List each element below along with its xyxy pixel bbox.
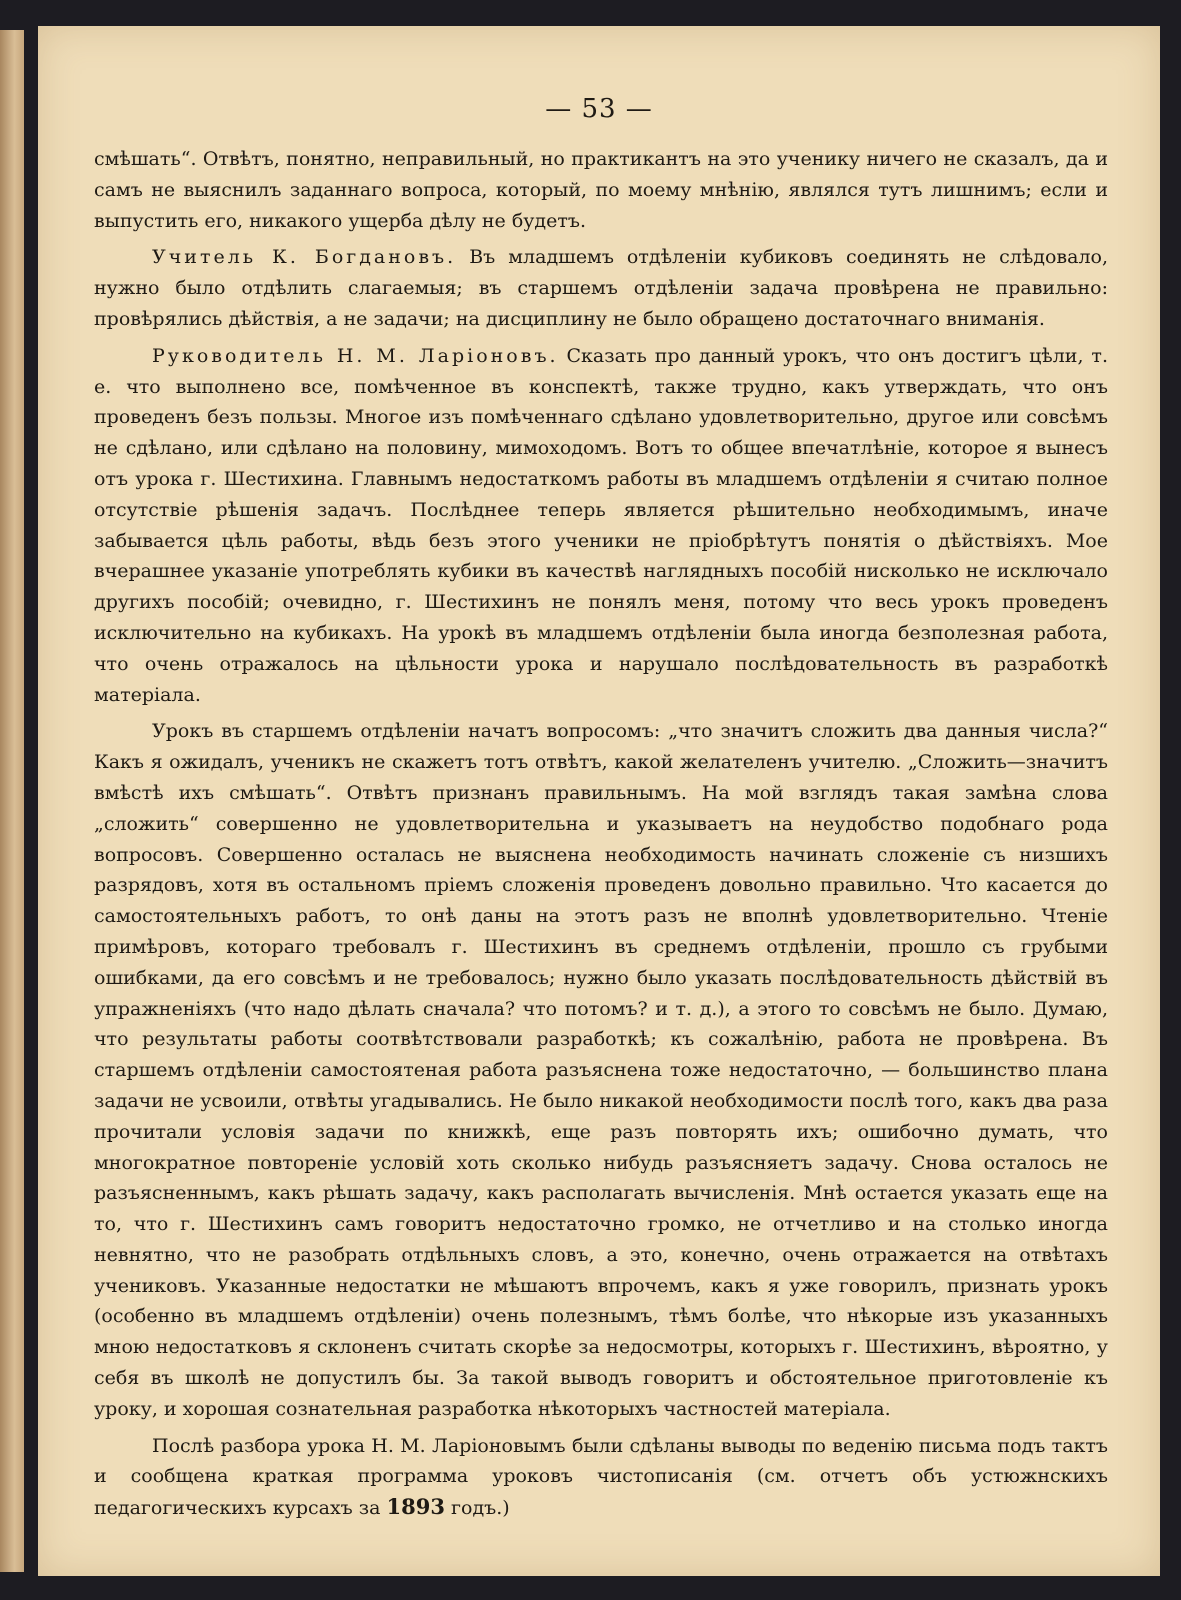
paragraph-3 xyxy=(94,341,1108,711)
paragraph-tail: годъ.) xyxy=(451,1497,510,1520)
adjacent-page-edge xyxy=(0,30,24,1572)
paragraph-2 xyxy=(94,242,1108,334)
page-number: — 53 — xyxy=(545,94,653,124)
paragraph-4 xyxy=(94,716,1108,1424)
paragraph-text: Урокъ въ старшемъ отдѣленіи начатъ вопросомъ: „что значитъ сложить два данныя числа?“ Какъ я ожидалъ, ученикъ не скажетъ тотъ отвѣтъ, какой желателенъ учителю. „Сложить—значитъ вмѣстѣ ихъ смѣшать“. Отвѣтъ признанъ правильнымъ. На мой взглядъ такая замѣна слова „сложить“ совершенно не удовлетворительна и указываетъ на неудобство подобнаго рода вопросовъ. Совершенно осталась не выяснена необходимость начинать сложеніе съ низшихъ разрядовъ, хотя въ остальномъ пріемъ сложенія проведенъ довольно правильно. Что касается до самостоятельныхъ работъ, то онѣ даны на этотъ разъ не вполнѣ удовлетворительно. Чтеніе примѣровъ, котораго требовалъ г. Шестихинъ въ среднемъ отдѣленіи, прошло съ грубыми ошибками, да его совсѣмъ и не требовалось; нужно было указать послѣдовательность дѣйствій въ упражненіяхъ (что надо дѣлать сначала? что потомъ? и т. д.), а этого то совсѣмъ не было. Думаю, что результаты работы соотвѣтствовали разработкѣ; къ сожалѣнію, работа не провѣрена. Въ старшемъ отдѣленіи самостоятеная работа разъяснена тоже недостаточно, — большинство плана задачи не усвоили, отвѣты угадывались. Не было никакой необходимости послѣ того, какъ два раза прочитали условія задачи по книжкѣ, еще разъ повторять ихъ; ошибочно думать, что многократное повтореніе условій хоть сколько нибудь разъясняетъ задачу. Снова осталось не разъясненнымъ, какъ рѣшать задачу, какъ располагать вычисленія. Мнѣ остается указать еще на то, что г. Шестихинъ самъ говоритъ недостаточно громко, не отчетливо и на столько иногда невнятно, что не разобрать отдѣльныхъ словъ, а это, конечно, очень отражается на отвѣтахъ учениковъ. Указанные недостатки не мѣшаютъ впрочемъ, какъ я уже говорилъ, признать урокъ (особенно въ младшемъ отдѣленіи) очень полезнымъ, тѣмъ болѣе, что нѣкорые изъ указанныхъ мною недостатковъ я склоненъ считать скорѣе за недосмотры, которыхъ г. Шестихинъ, вѣроятно, у себя въ школѣ не допустилъ бы. За такой выводъ говоритъ и обстоятельное приготовленіе къ уроку, и хорошая сознательная разработка нѣкоторыхъ частностей матеріала. xyxy=(94,720,1108,1420)
speaker-name: Учитель К. Богдановъ. xyxy=(152,246,457,269)
paragraph-text: смѣшать“. Отвѣтъ, понятно, неправильный, но практикантъ на это ученику ничего не сказалъ, да и самъ не выяснилъ заданнаго вопроса, который, по моему мнѣнію, являлся тутъ лишнимъ; если и выпустить его, никакого ущерба дѣлу не будетъ. xyxy=(94,148,1108,232)
paragraph-text: Въ младшемъ отдѣленіи кубиковъ соединять не слѣдовало, нужно было отдѣлить слагаемыя; въ старшемъ отдѣленіи задача провѣрена не правильно: провѣрялись дѣйствія, а не задачи; на дисциплину не было обращено достаточнаго вниманія. xyxy=(94,246,1109,330)
paragraph-text: Послѣ разбора урока Н. М. Ларіоновымъ были сдѣланы выводы по веденію письма подъ тактъ и сообщена краткая программа уроковъ чистописанія (см. отчетъ объ устюжнскихъ педагогическихъ курсахъ за xyxy=(94,1434,1108,1520)
paragraph-1 xyxy=(94,144,1108,236)
year: 1893 xyxy=(386,1494,445,1520)
body-text xyxy=(94,144,1108,1530)
paragraph-5 xyxy=(94,1431,1108,1524)
document-page xyxy=(38,26,1160,1576)
paragraph-text: Сказать про данный урокъ, что онъ достигъ цѣли, т. е. что выполнено все, помѣченное въ конспектѣ, также трудно, какъ утверждать, что онъ проведенъ безъ пользы. Многое изъ помѣченнаго сдѣлано удовлетворительно, другое или совсѣмъ не сдѣлано, или сдѣлано на половину, мимоходомъ. Вотъ то общее впечатлѣніе, которое я вынесъ отъ урока г. Шестихина. Главнымъ недостаткомъ работы въ младшемъ отдѣленіи я считаю полное отсутствіе рѣшенія задачъ. Послѣднее теперь является рѣшительно необходимымъ, иначе забывается цѣль работы, вѣдь безъ этого ученики не пріобрѣтутъ понятія о дѣйствіяхъ. Мое вчерашнее указаніе употреблять кубики въ качествѣ наглядныхъ пособій нисколько не исключало другихъ пособій; очевидно, г. Шестихинъ не понялъ меня, потому что весь урокъ проведенъ исключительно на кубикахъ. На урокѣ въ младшемъ отдѣленіи была иногда безполезная работа, что очень отражалось на цѣльности урока и нарушало послѣдовательность въ разработкѣ матеріала. xyxy=(94,344,1108,706)
speaker-name: Руководитель Н. М. Ларіоновъ. xyxy=(152,344,559,367)
